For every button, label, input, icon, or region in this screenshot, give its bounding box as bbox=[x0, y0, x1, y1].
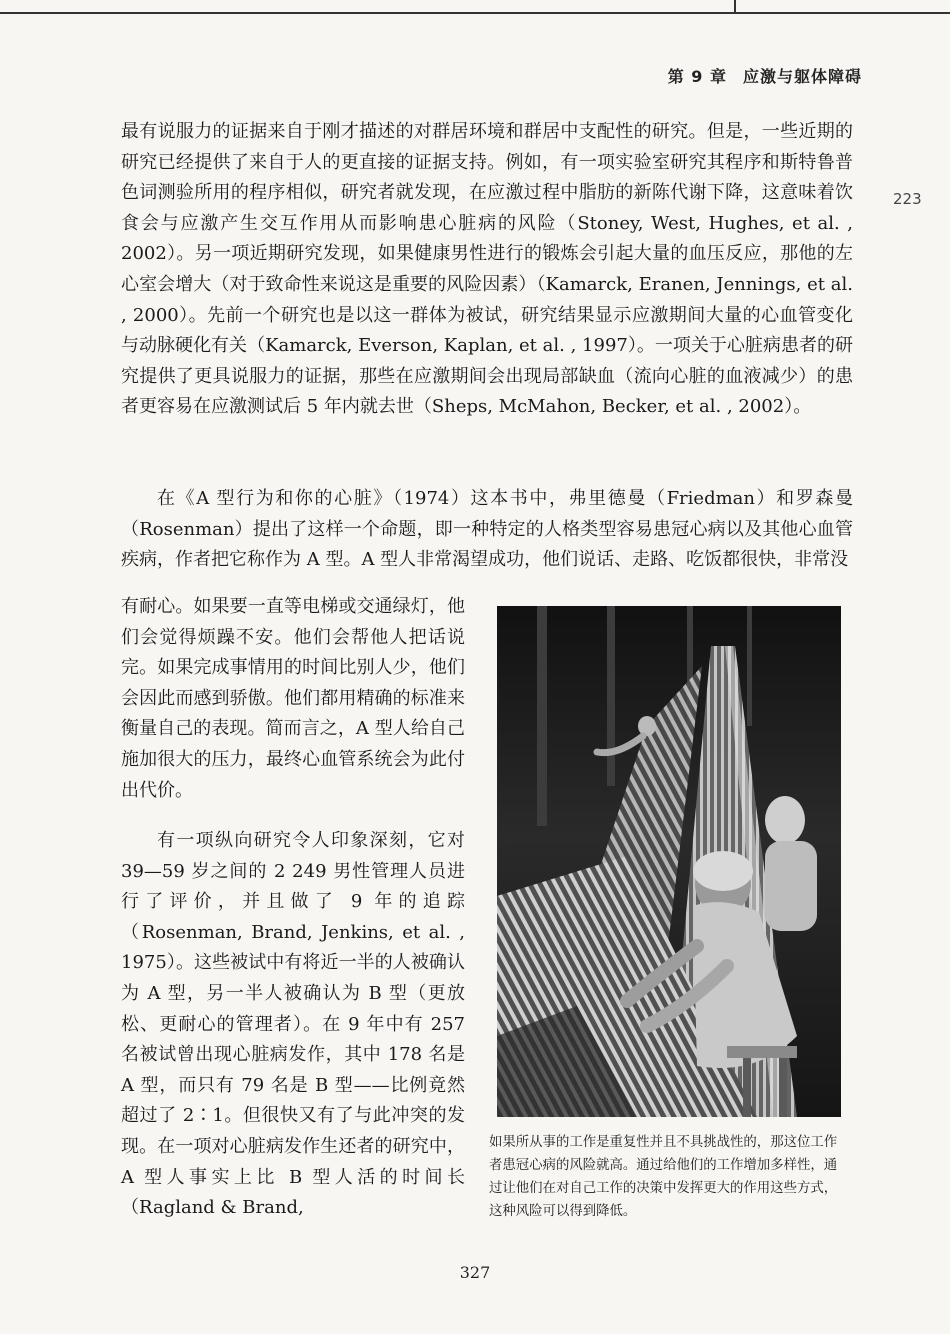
factory-worker-photo bbox=[497, 606, 841, 1117]
chapter-number: 第 9 章 bbox=[667, 67, 727, 86]
running-header bbox=[668, 64, 862, 87]
page-number: 327 bbox=[459, 1263, 491, 1282]
figure-caption: 如果所从事的工作是重复性并且不具挑战性的，那这位工作者患冠心病的风险就高。通过给他们的工作增加多样性，通过让他们在对自己工作的决策中发挥更大的作用这些方式，这种风险可以得到降低。 bbox=[489, 1135, 838, 1219]
side-page-number: 223 bbox=[893, 190, 922, 208]
paragraph-2: 在《A 型行为和你的心脏》（1974）这本书中，弗里德曼（Friedman）和罗森曼（Rosenman）提出了这样一个命题，即一种特定的人格类型容易患冠心病以及其他心血管疾病，作者把它称作为 A 型。A 型人非常渴望成功，他们说话、走路、吃饭都很快，非常没 bbox=[121, 488, 853, 571]
top-rule bbox=[0, 12, 950, 14]
chapter-title: 应激与躯体障碍 bbox=[742, 67, 862, 86]
paragraph-2-continued: 有耐心。如果要一直等电梯或交通绿灯，他们会觉得烦躁不安。他们会帮他人把话说完。如果完成事情用的时间比别人少，他们会因此而感到骄傲。他们都用精确的标准来衡量自己的表现。简而言之，A 型人给自己施加很大的压力，最终心血管系统会为此付出代价。 bbox=[121, 596, 465, 801]
paragraph-3: 有一项纵向研究令人印象深刻，它对 39—59 岁之间的 2 249 男性管理人员进行了评价，并且做了 9 年的追踪（Rosenman, Brand, Jenkins, et al. , 1975）。这些被试中有将近一半的人被确认为 A 型，另一半人被确认为 B 型（更放松、更耐心的管理者）。在 9 年中有 257 名被试曾出现心脏病发作，其中 178 名是 A 型，而只有 79 名是 B 型——比例竟然超过了 2∶1。但很快又有了与此冲突的发现。在一项对心脏病发作生还者的研究中，A 型人事实上比 B 型人活的时间长（Ragland & Brand, bbox=[121, 830, 465, 1219]
top-rule-tick bbox=[734, 0, 736, 14]
paragraph-1: 最有说服力的证据来自于刚才描述的对群居环境和群居中支配性的研究。但是，一些近期的研究已经提供了来自于人的更直接的证据支持。例如，有一项实验室研究其程序和斯特鲁普色词测验所用的程序相似，研究者就发现，在应激过程中脂肪的新陈代谢下降，这意味着饮食会与应激产生交互作用从而影响患心脏病的风险（Stoney, West, Hughes, et al. , 2002）。另一项近期研究发现，如果健康男性进行的锻炼会引起大量的血压反应，那他的左心室会增大（对于致命性来说这是重要的风险因素）（Kamarck, Eranen, Jennings, et al. , 2000）。先前一个研究也是以这一群体为被试，研究结果显示应激期间大量的心血管变化与动脉硬化有关（Kamarck, Everson, Kaplan, et al. , 1997）。一项关于心脏病患者的研究提供了更具说服力的证据，那些在应激期间会出现局部缺血（流向心脏的血液减少）的患者更容易在应激测试后 5 年内就去世（Sheps, McMahon, Becker, et al. , 2002）。 bbox=[121, 121, 853, 418]
